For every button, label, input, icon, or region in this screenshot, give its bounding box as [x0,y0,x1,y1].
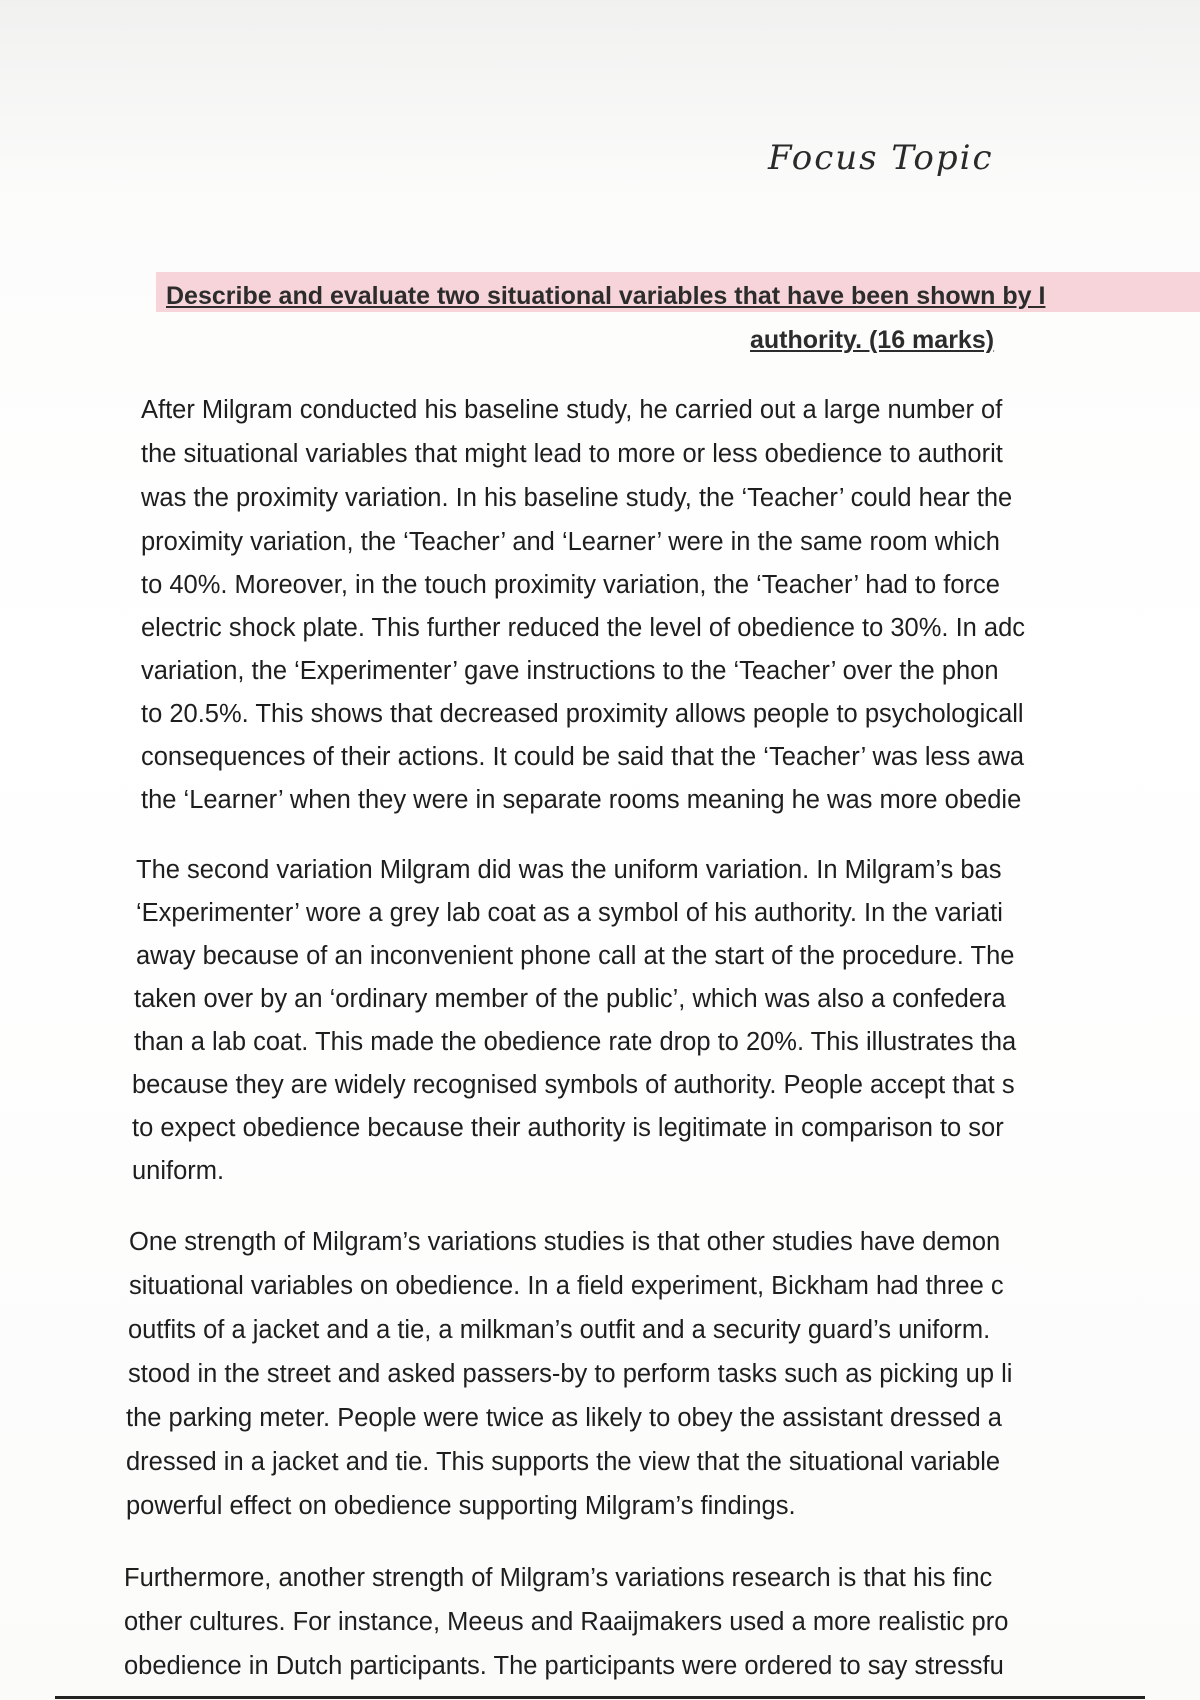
paragraph-line: Furthermore, another strength of Milgram’s variations research is that his finc [124,1564,993,1592]
paragraph-line: consequences of their actions. It could be said that the ‘Teacher’ was less awa [141,743,1025,771]
paragraph-line: other cultures. For instance, Meeus and Raaijmakers used a more realistic pro [124,1608,1009,1636]
paragraph-line: proximity variation, the ‘Teacher’ and ‘Learner’ were in the same room which [141,528,1000,556]
question-title-line-1: Describe and evaluate two situational variables that have been shown by I [166,282,1046,310]
handwritten-note: Focus Topic [768,138,994,178]
paragraph-line: was the proximity variation. In his baseline study, the ‘Teacher’ could hear the [141,484,1013,512]
paragraph-line: dressed in a jacket and tie. This supports the view that the situational variable [126,1448,1001,1476]
paragraph-line: because they are widely recognised symbols of authority. People accept that s [132,1071,1015,1099]
paragraph-line: ‘Experimenter’ wore a grey lab coat as a symbol of his authority. In the variati [136,899,1003,927]
paragraph-line: away because of an inconvenient phone call at the start of the procedure. The [136,942,1015,970]
paragraph-line: to 20.5%. This shows that decreased proximity allows people to psychologicall [141,700,1024,728]
paragraph-line: After Milgram conducted his baseline study, he carried out a large number of [141,396,1003,424]
paragraph-line: outfits of a jacket and a tie, a milkman’s outfit and a security guard’s uniform. [128,1316,991,1344]
paragraph-line: electric shock plate. This further reduced the level of obedience to 30%. In adc [141,614,1026,642]
paragraph-line: situational variables on obedience. In a field experiment, Bickham had three c [129,1272,1004,1300]
paragraph-line: the parking meter. People were twice as likely to obey the assistant dressed a [126,1404,1002,1432]
paragraph-line: uniform. [132,1157,225,1185]
paragraph-line: to 40%. Moreover, in the touch proximity variation, the ‘Teacher’ had to force [141,571,1000,599]
paragraph-line: the ‘Learner’ when they were in separate rooms meaning he was more obedie [141,786,1022,814]
paragraph-line: variation, the ‘Experimenter’ gave instructions to the ‘Teacher’ over the phon [141,657,999,685]
paragraph-line: than a lab coat. This made the obedience rate drop to 20%. This illustrates tha [134,1028,1017,1056]
paragraph-line: obedience in Dutch participants. The participants were ordered to say stressfu [124,1652,1004,1680]
paragraph-line: taken over by an ‘ordinary member of the public’, which was also a confedera [134,985,1006,1013]
paragraph-line: powerful effect on obedience supporting Milgram’s findings. [126,1492,796,1520]
paragraph-line: One strength of Milgram’s variations studies is that other studies have demon [129,1228,1001,1256]
paragraph-line: the situational variables that might lead to more or less obedience to authorit [141,440,1003,468]
paragraph-line: stood in the street and asked passers-by to perform tasks such as picking up li [128,1360,1013,1388]
question-title-line-2: authority. (16 marks) [750,326,995,354]
paragraph-line: The second variation Milgram did was the uniform variation. In Milgram’s bas [136,856,1002,884]
page-bottom-edge [55,1696,1145,1699]
paragraph-line: to expect obedience because their authority is legitimate in comparison to sor [132,1114,1004,1142]
